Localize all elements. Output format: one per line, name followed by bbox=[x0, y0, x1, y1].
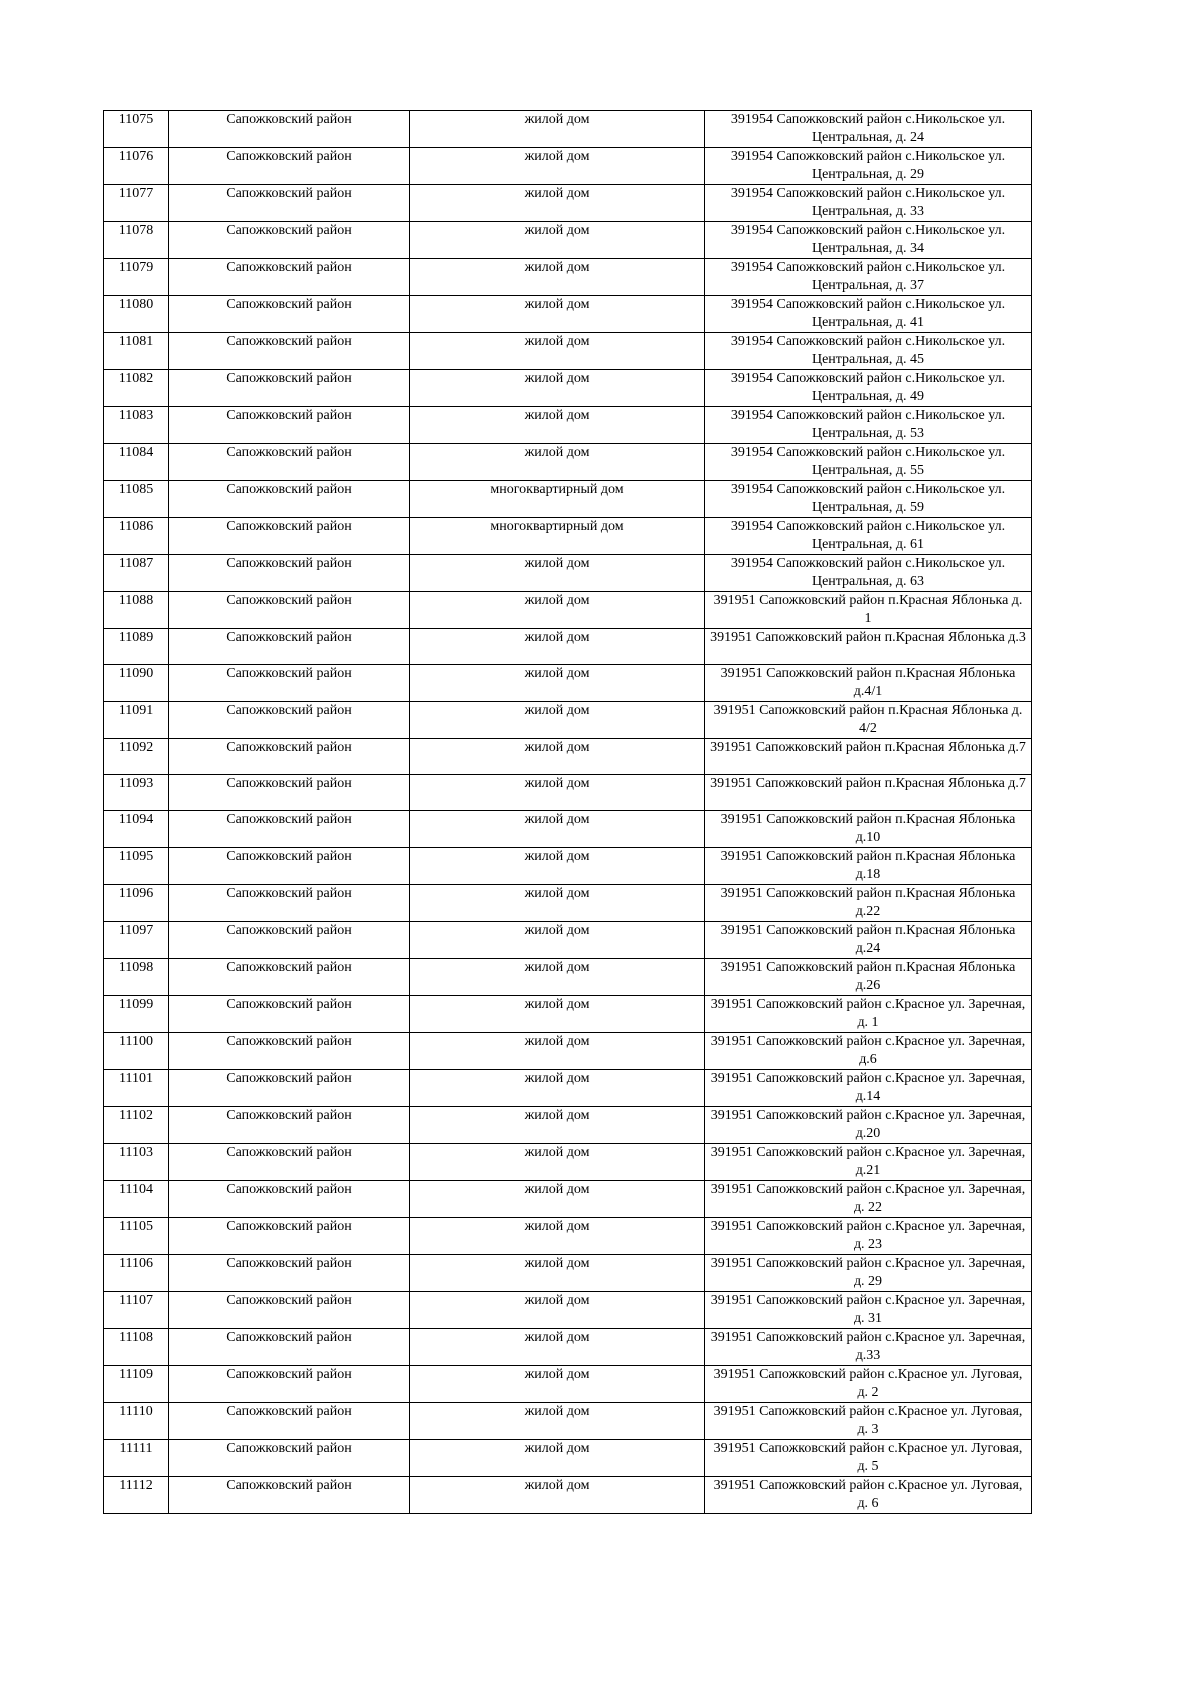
record-number-cell: 11100 bbox=[104, 1033, 169, 1070]
table-row bbox=[104, 518, 1032, 555]
building-type-cell: жилой дом bbox=[410, 885, 705, 922]
building-type-cell: жилой дом bbox=[410, 1255, 705, 1292]
record-number-cell: 11102 bbox=[104, 1107, 169, 1144]
table-row bbox=[104, 185, 1032, 222]
registry-table-body bbox=[104, 111, 1032, 1514]
record-number-cell: 11075 bbox=[104, 111, 169, 148]
record-number-cell: 11095 bbox=[104, 848, 169, 885]
district-cell: Сапожковский район bbox=[169, 739, 410, 775]
table-row bbox=[104, 1107, 1032, 1144]
district-cell: Сапожковский район bbox=[169, 1033, 410, 1070]
record-number-cell: 11106 bbox=[104, 1255, 169, 1292]
table-row bbox=[104, 370, 1032, 407]
record-number-cell: 11079 bbox=[104, 259, 169, 296]
table-row bbox=[104, 481, 1032, 518]
district-cell: Сапожковский район bbox=[169, 629, 410, 665]
address-cell: 391954 Сапожковский район с.Никольское ул. Центральная, д. 59 bbox=[705, 481, 1032, 518]
district-cell: Сапожковский район bbox=[169, 259, 410, 296]
table-row bbox=[104, 259, 1032, 296]
record-number-cell: 11077 bbox=[104, 185, 169, 222]
district-cell: Сапожковский район bbox=[169, 444, 410, 481]
building-type-cell: жилой дом bbox=[410, 222, 705, 259]
address-cell: 391951 Сапожковский район с.Красное ул. Заречная, д.14 bbox=[705, 1070, 1032, 1107]
record-number-cell: 11086 bbox=[104, 518, 169, 555]
building-type-cell: жилой дом bbox=[410, 111, 705, 148]
district-cell: Сапожковский район bbox=[169, 1366, 410, 1403]
address-cell: 391954 Сапожковский район с.Никольское ул. Центральная, д. 53 bbox=[705, 407, 1032, 444]
table-row bbox=[104, 1070, 1032, 1107]
table-row bbox=[104, 222, 1032, 259]
table-row bbox=[104, 1255, 1032, 1292]
table-row bbox=[104, 811, 1032, 848]
district-cell: Сапожковский район bbox=[169, 848, 410, 885]
address-cell: 391954 Сапожковский район с.Никольское ул. Центральная, д. 55 bbox=[705, 444, 1032, 481]
district-cell: Сапожковский район bbox=[169, 555, 410, 592]
table-row bbox=[104, 959, 1032, 996]
district-cell: Сапожковский район bbox=[169, 1403, 410, 1440]
address-cell: 391954 Сапожковский район с.Никольское ул. Центральная, д. 61 bbox=[705, 518, 1032, 555]
building-type-cell: жилой дом bbox=[410, 811, 705, 848]
building-type-cell: жилой дом bbox=[410, 333, 705, 370]
record-number-cell: 11076 bbox=[104, 148, 169, 185]
district-cell: Сапожковский район bbox=[169, 922, 410, 959]
building-type-cell: жилой дом bbox=[410, 592, 705, 629]
address-cell: 391954 Сапожковский район с.Никольское ул. Центральная, д. 37 bbox=[705, 259, 1032, 296]
address-cell: 391951 Сапожковский район с.Красное ул. Заречная, д. 1 bbox=[705, 996, 1032, 1033]
address-cell: 391951 Сапожковский район с.Красное ул. Луговая, д. 5 bbox=[705, 1440, 1032, 1477]
address-cell: 391951 Сапожковский район п.Красная Яблонька д.22 bbox=[705, 885, 1032, 922]
building-type-cell: многоквартирный дом bbox=[410, 518, 705, 555]
record-number-cell: 11103 bbox=[104, 1144, 169, 1181]
record-number-cell: 11096 bbox=[104, 885, 169, 922]
table-row bbox=[104, 1477, 1032, 1514]
record-number-cell: 11101 bbox=[104, 1070, 169, 1107]
district-cell: Сапожковский район bbox=[169, 885, 410, 922]
record-number-cell: 11092 bbox=[104, 739, 169, 775]
table-row bbox=[104, 775, 1032, 811]
address-cell: 391951 Сапожковский район с.Красное ул. Заречная, д.6 bbox=[705, 1033, 1032, 1070]
district-cell: Сапожковский район bbox=[169, 1218, 410, 1255]
district-cell: Сапожковский район bbox=[169, 775, 410, 811]
district-cell: Сапожковский район bbox=[169, 959, 410, 996]
district-cell: Сапожковский район bbox=[169, 1255, 410, 1292]
record-number-cell: 11112 bbox=[104, 1477, 169, 1514]
building-type-cell: жилой дом bbox=[410, 702, 705, 739]
district-cell: Сапожковский район bbox=[169, 185, 410, 222]
address-cell: 391954 Сапожковский район с.Никольское ул. Центральная, д. 34 bbox=[705, 222, 1032, 259]
district-cell: Сапожковский район bbox=[169, 1329, 410, 1366]
building-type-cell: жилой дом bbox=[410, 407, 705, 444]
building-type-cell: жилой дом bbox=[410, 1329, 705, 1366]
building-type-cell: жилой дом bbox=[410, 922, 705, 959]
address-cell: 391951 Сапожковский район п.Красная Яблонька д.7 bbox=[705, 739, 1032, 775]
address-cell: 391954 Сапожковский район с.Никольское ул. Центральная, д. 45 bbox=[705, 333, 1032, 370]
address-cell: 391951 Сапожковский район с.Красное ул. Заречная, д.20 bbox=[705, 1107, 1032, 1144]
address-cell: 391954 Сапожковский район с.Никольское ул. Центральная, д. 33 bbox=[705, 185, 1032, 222]
district-cell: Сапожковский район bbox=[169, 811, 410, 848]
district-cell: Сапожковский район bbox=[169, 1292, 410, 1329]
table-row bbox=[104, 555, 1032, 592]
building-type-cell: жилой дом bbox=[410, 665, 705, 702]
building-type-cell: жилой дом bbox=[410, 959, 705, 996]
address-cell: 391951 Сапожковский район с.Красное ул. Заречная, д. 22 bbox=[705, 1181, 1032, 1218]
building-type-cell: жилой дом bbox=[410, 1144, 705, 1181]
record-number-cell: 11094 bbox=[104, 811, 169, 848]
table-row bbox=[104, 629, 1032, 665]
address-cell: 391951 Сапожковский район п.Красная Яблонька д.26 bbox=[705, 959, 1032, 996]
table-row bbox=[104, 885, 1032, 922]
record-number-cell: 11097 bbox=[104, 922, 169, 959]
table-row bbox=[104, 444, 1032, 481]
address-cell: 391951 Сапожковский район п.Красная Яблонька д. 1 bbox=[705, 592, 1032, 629]
table-row bbox=[104, 739, 1032, 775]
table-row bbox=[104, 296, 1032, 333]
record-number-cell: 11104 bbox=[104, 1181, 169, 1218]
building-type-cell: жилой дом bbox=[410, 1181, 705, 1218]
district-cell: Сапожковский район bbox=[169, 1477, 410, 1514]
address-cell: 391951 Сапожковский район п.Красная Яблонька д.4/1 bbox=[705, 665, 1032, 702]
record-number-cell: 11085 bbox=[104, 481, 169, 518]
district-cell: Сапожковский район bbox=[169, 296, 410, 333]
address-cell: 391951 Сапожковский район с.Красное ул. Заречная, д. 29 bbox=[705, 1255, 1032, 1292]
district-cell: Сапожковский район bbox=[169, 111, 410, 148]
record-number-cell: 11078 bbox=[104, 222, 169, 259]
table-row bbox=[104, 848, 1032, 885]
district-cell: Сапожковский район bbox=[169, 333, 410, 370]
building-type-cell: жилой дом bbox=[410, 370, 705, 407]
table-row bbox=[104, 592, 1032, 629]
address-cell: 391951 Сапожковский район п.Красная Яблонька д.7 bbox=[705, 775, 1032, 811]
record-number-cell: 11110 bbox=[104, 1403, 169, 1440]
building-type-cell: жилой дом bbox=[410, 1033, 705, 1070]
address-cell: 391954 Сапожковский район с.Никольское ул. Центральная, д. 24 bbox=[705, 111, 1032, 148]
district-cell: Сапожковский район bbox=[169, 222, 410, 259]
district-cell: Сапожковский район bbox=[169, 665, 410, 702]
building-type-cell: жилой дом bbox=[410, 296, 705, 333]
record-number-cell: 11080 bbox=[104, 296, 169, 333]
table-row bbox=[104, 407, 1032, 444]
record-number-cell: 11098 bbox=[104, 959, 169, 996]
record-number-cell: 11081 bbox=[104, 333, 169, 370]
district-cell: Сапожковский район bbox=[169, 996, 410, 1033]
record-number-cell: 11089 bbox=[104, 629, 169, 665]
district-cell: Сапожковский район bbox=[169, 148, 410, 185]
address-cell: 391951 Сапожковский район п.Красная Яблонька д.10 bbox=[705, 811, 1032, 848]
building-type-cell: жилой дом bbox=[410, 629, 705, 665]
table-row bbox=[104, 111, 1032, 148]
registry-table bbox=[103, 110, 1032, 1514]
building-type-cell: жилой дом bbox=[410, 1366, 705, 1403]
table-row bbox=[104, 996, 1032, 1033]
building-type-cell: жилой дом bbox=[410, 259, 705, 296]
record-number-cell: 11082 bbox=[104, 370, 169, 407]
record-number-cell: 11108 bbox=[104, 1329, 169, 1366]
address-cell: 391951 Сапожковский район с.Красное ул. Луговая, д. 2 bbox=[705, 1366, 1032, 1403]
table-row bbox=[104, 1033, 1032, 1070]
table-row bbox=[104, 1366, 1032, 1403]
building-type-cell: жилой дом bbox=[410, 848, 705, 885]
record-number-cell: 11088 bbox=[104, 592, 169, 629]
record-number-cell: 11083 bbox=[104, 407, 169, 444]
table-row bbox=[104, 1218, 1032, 1255]
address-cell: 391954 Сапожковский район с.Никольское ул. Центральная, д. 49 bbox=[705, 370, 1032, 407]
table-row bbox=[104, 333, 1032, 370]
record-number-cell: 11111 bbox=[104, 1440, 169, 1477]
building-type-cell: жилой дом bbox=[410, 1477, 705, 1514]
district-cell: Сапожковский район bbox=[169, 1070, 410, 1107]
address-cell: 391951 Сапожковский район с.Красное ул. Заречная, д.33 bbox=[705, 1329, 1032, 1366]
address-cell: 391954 Сапожковский район с.Никольское ул. Центральная, д. 63 bbox=[705, 555, 1032, 592]
record-number-cell: 11091 bbox=[104, 702, 169, 739]
building-type-cell: жилой дом bbox=[410, 1292, 705, 1329]
record-number-cell: 11090 bbox=[104, 665, 169, 702]
building-type-cell: жилой дом bbox=[410, 739, 705, 775]
address-cell: 391951 Сапожковский район п.Красная Яблонька д. 4/2 bbox=[705, 702, 1032, 739]
building-type-cell: жилой дом bbox=[410, 444, 705, 481]
building-type-cell: жилой дом bbox=[410, 1107, 705, 1144]
address-cell: 391954 Сапожковский район с.Никольское ул. Центральная, д. 29 bbox=[705, 148, 1032, 185]
district-cell: Сапожковский район bbox=[169, 481, 410, 518]
address-cell: 391951 Сапожковский район п.Красная Яблонька д.24 bbox=[705, 922, 1032, 959]
address-cell: 391951 Сапожковский район с.Красное ул. Луговая, д. 3 bbox=[705, 1403, 1032, 1440]
address-cell: 391954 Сапожковский район с.Никольское ул. Центральная, д. 41 bbox=[705, 296, 1032, 333]
address-cell: 391951 Сапожковский район с.Красное ул. Заречная, д. 23 bbox=[705, 1218, 1032, 1255]
address-cell: 391951 Сапожковский район п.Красная Яблонька д.3 bbox=[705, 629, 1032, 665]
record-number-cell: 11093 bbox=[104, 775, 169, 811]
table-row bbox=[104, 1403, 1032, 1440]
building-type-cell: жилой дом bbox=[410, 996, 705, 1033]
table-row bbox=[104, 1181, 1032, 1218]
table-row bbox=[104, 702, 1032, 739]
record-number-cell: 11099 bbox=[104, 996, 169, 1033]
district-cell: Сапожковский район bbox=[169, 518, 410, 555]
building-type-cell: жилой дом bbox=[410, 1070, 705, 1107]
table-row bbox=[104, 1292, 1032, 1329]
district-cell: Сапожковский район bbox=[169, 1144, 410, 1181]
table-row bbox=[104, 922, 1032, 959]
district-cell: Сапожковский район bbox=[169, 370, 410, 407]
record-number-cell: 11107 bbox=[104, 1292, 169, 1329]
district-cell: Сапожковский район bbox=[169, 1440, 410, 1477]
record-number-cell: 11087 bbox=[104, 555, 169, 592]
table-row bbox=[104, 148, 1032, 185]
district-cell: Сапожковский район bbox=[169, 407, 410, 444]
district-cell: Сапожковский район bbox=[169, 1181, 410, 1218]
building-type-cell: жилой дом bbox=[410, 775, 705, 811]
address-cell: 391951 Сапожковский район с.Красное ул. Заречная, д.21 bbox=[705, 1144, 1032, 1181]
record-number-cell: 11105 bbox=[104, 1218, 169, 1255]
record-number-cell: 11084 bbox=[104, 444, 169, 481]
building-type-cell: жилой дом bbox=[410, 185, 705, 222]
address-cell: 391951 Сапожковский район с.Красное ул. Луговая, д. 6 bbox=[705, 1477, 1032, 1514]
record-number-cell: 11109 bbox=[104, 1366, 169, 1403]
district-cell: Сапожковский район bbox=[169, 702, 410, 739]
building-type-cell: жилой дом bbox=[410, 148, 705, 185]
table-row bbox=[104, 665, 1032, 702]
district-cell: Сапожковский район bbox=[169, 1107, 410, 1144]
address-cell: 391951 Сапожковский район п.Красная Яблонька д.18 bbox=[705, 848, 1032, 885]
table-row bbox=[104, 1329, 1032, 1366]
building-type-cell: многоквартирный дом bbox=[410, 481, 705, 518]
building-type-cell: жилой дом bbox=[410, 1403, 705, 1440]
address-cell: 391951 Сапожковский район с.Красное ул. Заречная, д. 31 bbox=[705, 1292, 1032, 1329]
table-row bbox=[104, 1440, 1032, 1477]
building-type-cell: жилой дом bbox=[410, 1218, 705, 1255]
building-type-cell: жилой дом bbox=[410, 555, 705, 592]
building-type-cell: жилой дом bbox=[410, 1440, 705, 1477]
table-row bbox=[104, 1144, 1032, 1181]
district-cell: Сапожковский район bbox=[169, 592, 410, 629]
